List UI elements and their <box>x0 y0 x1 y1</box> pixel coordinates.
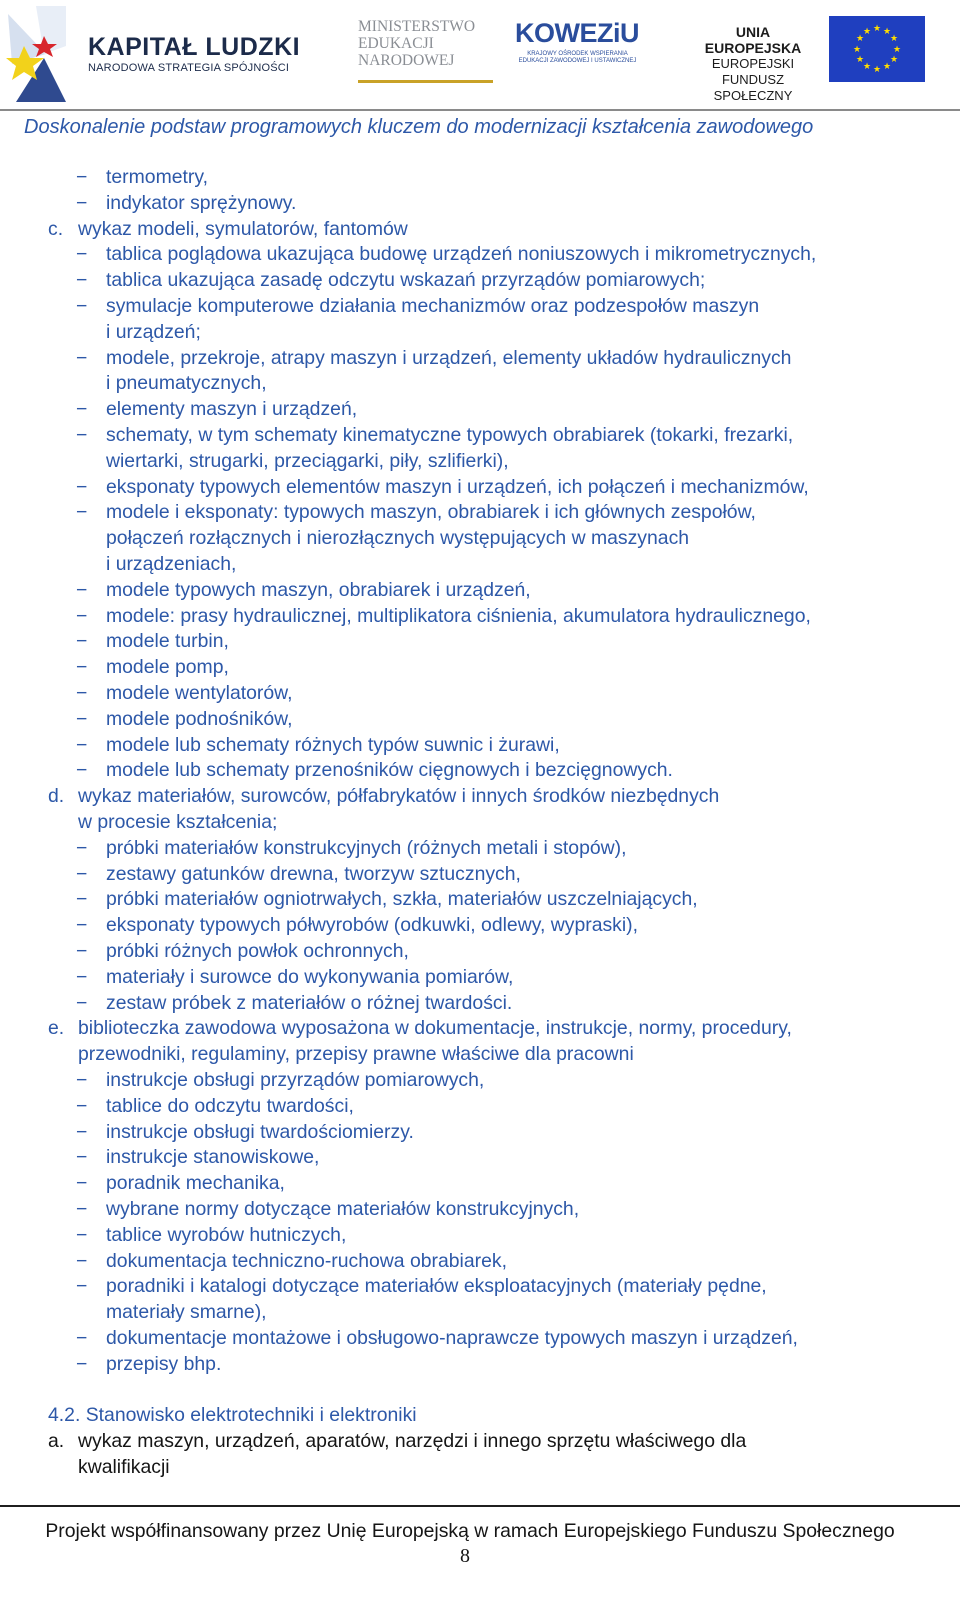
line-text: modele lub schematy przenośników cięgnowych i bezcięgnowych. <box>106 759 673 782</box>
footer-divider <box>0 1505 960 1507</box>
dash-bullet: − <box>76 836 88 859</box>
line-text: materiały i surowce do wykonywania pomiarów, <box>106 965 514 988</box>
dash-bullet: − <box>76 398 88 421</box>
kowezu-subtitle <box>515 51 640 65</box>
line-text: dokumentacja techniczno-ruchowa obrabiarek, <box>106 1249 507 1272</box>
line-text: modele, przekroje, atrapy maszyn i urządzeń, elementy układów hydraulicznych <box>106 346 792 369</box>
line-text: zestawy gatunków drewna, tworzyw sztucznych, <box>106 862 521 885</box>
line-text: zestaw próbek z materiałów o różnej twardości. <box>106 991 513 1014</box>
unia-europejska-logo <box>686 24 820 104</box>
footer-text: Projekt współfinansowany przez Unię Europejską w ramach Europejskiego Funduszu Społecznego <box>45 1520 895 1542</box>
dash-bullet: − <box>76 733 88 756</box>
line-text: poradniki i katalogi dotyczące materiałów eksploatacyjnych (materiały pędne, <box>106 1275 767 1298</box>
line-text: wykaz modeli, symulatorów, fantomów <box>78 217 408 240</box>
dash-bullet: − <box>76 759 88 782</box>
page-number: 8 <box>460 1545 470 1567</box>
dash-bullet: − <box>76 166 88 188</box>
line-text: tablice do odczytu twardości, <box>106 1094 354 1117</box>
dash-bullet: − <box>76 1172 88 1195</box>
line-text: modele: prasy hydraulicznej, multiplikatora ciśnienia, akumulatora hydraulicznego, <box>106 604 811 627</box>
ministerstwo-underline <box>358 80 493 83</box>
line-text: próbki różnych powłok ochronnych, <box>106 940 409 962</box>
line-text: przepisy bhp. <box>106 1352 222 1375</box>
line-text: schematy, w tym schematy kinematyczne typowych obrabiarek (tokarki, frezarki, <box>106 424 794 446</box>
line-text: i urządzeniach, <box>106 553 237 575</box>
dash-bullet: − <box>76 1275 88 1298</box>
dash-bullet: − <box>76 1069 88 1091</box>
dash-bullet: − <box>76 656 88 679</box>
line-text: kwalifikacji <box>78 1456 170 1478</box>
dash-bullet: − <box>76 862 88 885</box>
dash-bullet: − <box>76 1198 88 1220</box>
line-text: materiały smarne), <box>106 1301 267 1324</box>
line-text: modele pomp, <box>106 656 229 679</box>
line-text: poradnik mechanika, <box>106 1172 285 1195</box>
svg-text:★: ★ <box>872 24 882 34</box>
unia-line-3: FUNDUSZ SPOŁECZNY <box>713 72 793 103</box>
dash-bullet: − <box>76 1120 88 1143</box>
svg-text:★: ★ <box>872 65 882 75</box>
ministerstwo-logo <box>358 18 493 69</box>
svg-text:★: ★ <box>892 45 902 55</box>
dash-bullet: − <box>76 243 88 266</box>
dash-bullet: − <box>76 269 88 292</box>
dash-bullet: − <box>76 1327 88 1349</box>
dash-bullet: − <box>76 191 88 214</box>
svg-text:★: ★ <box>882 62 892 72</box>
line-text: modele i eksponaty: typowych maszyn, obrabiarek i ich głównych zespołów, <box>106 501 756 524</box>
line-text: modele wentylatorów, <box>106 682 293 704</box>
dash-bullet: − <box>76 940 88 962</box>
line-text: i urządzeń; <box>106 320 201 343</box>
dash-bullet: − <box>76 1249 88 1272</box>
header-divider <box>0 109 960 111</box>
kapital-ludzki-title: KAPITAŁ LUDZKI <box>88 33 301 61</box>
dash-bullet: − <box>76 475 88 498</box>
line-text: tablica ukazująca zasadę odczytu wskazań przyrządów pomiarowych; <box>106 269 706 292</box>
line-text: biblioteczka zawodowa wyposażona w dokumentacje, instrukcje, normy, procedury, <box>78 1017 792 1040</box>
line-text: wiertarki, strugarki, przeciągarki, piły, szlifierki), <box>106 449 509 472</box>
ministerstwo-line: MINISTERSTWO <box>358 18 476 35</box>
unia-line-2: EUROPEJSKI <box>711 56 795 71</box>
line-text: elementy maszyn i urządzeń, <box>106 398 358 421</box>
line-text: tablica poglądowa ukazująca budowę urządzeń noniuszowych i mikrometrycznych, <box>106 243 817 266</box>
line-text: termometry, <box>106 166 208 188</box>
line-text: modele turbin, <box>106 630 229 653</box>
line-text: modele lub schematy różnych typów suwnic i żurawi, <box>106 733 560 756</box>
dash-bullet: − <box>76 604 88 627</box>
line-text: dokumentacje montażowe i obsługowo-naprawcze typowych maszyn i urządzeń, <box>106 1327 798 1349</box>
line-text: przewodniki, regulaminy, przepisy prawne właściwe dla pracowni <box>78 1043 634 1066</box>
svg-text:★: ★ <box>882 27 892 37</box>
kapital-ludzki-logo <box>88 34 300 74</box>
dash-bullet: − <box>76 888 88 911</box>
dash-bullet: − <box>76 682 88 704</box>
line-text: próbki materiałów ogniotrwałych, szkła, materiałów uszczelniających, <box>106 888 698 911</box>
section-letter: c. <box>48 217 64 240</box>
ministerstwo-line: EDUKACJI <box>358 35 434 52</box>
line-text: wykaz materiałów, surowców, półfabrykatów i innych środków niezbędnych <box>78 785 720 808</box>
dash-bullet: − <box>76 346 88 369</box>
unia-line-1: UNIA EUROPEJSKA <box>704 24 802 56</box>
svg-text:★: ★ <box>862 62 872 72</box>
line-text: symulacje komputerowe działania mechanizmów oraz podzespołów maszyn <box>106 295 760 317</box>
dash-bullet: − <box>76 1223 88 1246</box>
dash-bullet: − <box>76 578 88 601</box>
line-text: modele typowych maszyn, obrabiarek i urządzeń, <box>106 578 531 601</box>
line-text: instrukcje obsługi twardościomierzy. <box>106 1120 414 1143</box>
kowezu-subtitle-line: EDUKACJI ZAWODOWEJ I USTAWICZNEJ <box>518 58 637 64</box>
dash-bullet: − <box>76 1094 88 1117</box>
eu-flag-icon <box>829 16 925 82</box>
line-text: eksponaty typowych półwyrobów (odkuwki, odlewy, wypraski), <box>106 914 639 937</box>
dash-bullet: − <box>76 501 88 524</box>
kapital-ludzki-subtitle: NARODOWA STRATEGIA SPÓJNOŚCI <box>88 62 290 74</box>
dash-bullet: − <box>76 424 88 446</box>
page-header-title: Doskonalenie podstaw programowych kluczem do modernizacji kształcenia zawodowego <box>24 116 814 138</box>
dash-bullet: − <box>76 295 88 317</box>
svg-text:★: ★ <box>889 55 899 65</box>
kapital-ludzki-star-icon <box>6 6 66 102</box>
dash-bullet: − <box>76 1352 88 1375</box>
line-text: tablice wyrobów hutniczych, <box>106 1223 347 1246</box>
dash-bullet: − <box>76 914 88 937</box>
dash-bullet: − <box>76 707 88 730</box>
line-text: 4.2. Stanowisko elektrotechniki i elektroniki <box>48 1404 417 1427</box>
svg-text:★: ★ <box>862 27 872 37</box>
svg-text:★: ★ <box>855 55 865 65</box>
line-text: połączeń rozłącznych i nierozłącznych występujących w maszynach <box>106 527 690 550</box>
line-text: instrukcje obsługi przyrządów pomiarowych, <box>106 1069 485 1091</box>
section-letter: a. <box>48 1430 65 1453</box>
dash-bullet: − <box>76 991 88 1014</box>
line-text: w procesie kształcenia; <box>78 811 278 833</box>
line-text: i pneumatycznych, <box>106 372 267 395</box>
dash-bullet: − <box>76 965 88 988</box>
svg-text:★: ★ <box>852 45 862 55</box>
line-text: instrukcje stanowiskowe, <box>106 1146 320 1169</box>
section-letter: d. <box>48 785 65 808</box>
svg-text:★: ★ <box>855 34 865 44</box>
line-text: próbki materiałów konstrukcyjnych (różnych metali i stopów), <box>106 836 627 859</box>
svg-text:★: ★ <box>889 34 899 44</box>
section-letter: e. <box>48 1017 65 1040</box>
ministerstwo-line: NARODOWEJ <box>358 52 455 69</box>
kowezu-title: KOWEZiU <box>515 18 639 48</box>
line-text: modele podnośników, <box>106 707 293 730</box>
kowezu-logo <box>515 18 640 80</box>
line-text: eksponaty typowych elementów maszyn i urządzeń, ich połączeń i mechanizmów, <box>106 475 809 498</box>
line-text: indykator sprężynowy. <box>106 191 297 214</box>
logo-bar <box>0 0 960 108</box>
line-text: wykaz maszyn, urządzeń, aparatów, narzędzi i innego sprzętu właściwego dla <box>78 1430 747 1453</box>
dash-bullet: − <box>76 1146 88 1169</box>
dash-bullet: − <box>76 630 88 653</box>
kowezu-subtitle-line: KRAJOWY OŚRODEK WSPIERANIA <box>527 51 628 57</box>
line-text: wybrane normy dotyczące materiałów konstrukcyjnych, <box>106 1198 580 1220</box>
